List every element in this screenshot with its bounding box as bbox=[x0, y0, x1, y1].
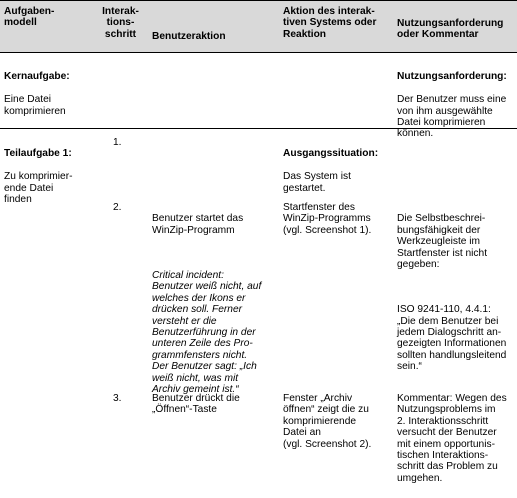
step-2-user-cell bbox=[152, 202, 282, 407]
step-1-number: 1. bbox=[113, 137, 122, 148]
header-interaction-step: Interak- tions- schritt bbox=[102, 6, 139, 40]
header-task-model: Aufgaben- modell bbox=[4, 6, 55, 29]
header-system-action: Aktion des interak- tiven Systems oder Reaktion bbox=[283, 6, 377, 40]
step-2-system-text: Startfenster des WinZip-Programms (vgl. Screenshot 1). bbox=[283, 202, 372, 236]
step-2-user-action: Benutzer startet das WinZip-Programm bbox=[152, 213, 244, 236]
header-user-action: Benutzeraktion bbox=[152, 31, 226, 42]
core-requirement-text: Der Benutzer muss eine von ihm ausgewählte Datei komprimieren können. bbox=[397, 94, 507, 140]
step-3-user-action: Benutzer drückt die „Öffnen“-Taste bbox=[152, 393, 240, 416]
subtask-text: Zu komprimier- ende Datei finden bbox=[4, 171, 73, 206]
step-1-system-text: Das System ist gestartet. bbox=[283, 171, 351, 194]
core-requirement-cell bbox=[397, 60, 515, 151]
header-divider bbox=[0, 52, 517, 53]
subtask-label: Teilaufgabe 1: bbox=[4, 148, 72, 160]
step-1-system-label: Ausgangssituation: bbox=[283, 148, 379, 160]
step-3-comment: Kommentar: Wegen des Nutzungsproblems im 2. Interaktionsschritt versucht der Benutzer mit einem opportunis- tischen Interaktions- schritt das Problem zu umgehen. bbox=[397, 393, 507, 484]
core-task-text: Eine Datei komprimieren bbox=[4, 94, 66, 117]
table-top-border bbox=[0, 0, 517, 1]
step-1-system-cell bbox=[283, 137, 396, 205]
subtask-cell bbox=[4, 137, 90, 217]
step-2-comment-cell bbox=[397, 202, 515, 384]
header-comment: Nutzungsanforderung oder Kommentar bbox=[397, 18, 504, 41]
step-2-comment: Die Selbstbeschrei- bungsfähigkeit der Werkzeugleiste im Startfenster ist nicht gegeben: bbox=[397, 213, 488, 271]
step-2-number: 2. bbox=[113, 202, 122, 213]
core-requirement-label: Nutzungsanforderung: bbox=[397, 71, 507, 83]
core-task-label: Kernaufgabe: bbox=[4, 71, 70, 83]
step-3-system-text: Fenster „Archiv öffnen“ zeigt die zu komprimierende Datei an (vgl. Screenshot 2). bbox=[283, 393, 372, 450]
core-task-cell bbox=[4, 60, 90, 128]
step-3-number: 3. bbox=[113, 393, 122, 404]
step-2-iso-quote: ISO 9241-110, 4.4.1: „Die dem Benutzer bei jedem Dialogschritt an- gezeigten Informationen sollten handlungsleitend sein.“ bbox=[397, 304, 507, 373]
step-2-critical-incident: Critical incident: Benutzer weiß nicht, auf welches der Ikons er drücken soll. Ferner versteht er die Benutzerführung in der unteren Zeile des Pro- grammfensters nicht. Der Benutzer sagt: „Ich weiß nicht, was mit Archiv gemeint ist.“ bbox=[152, 270, 262, 396]
